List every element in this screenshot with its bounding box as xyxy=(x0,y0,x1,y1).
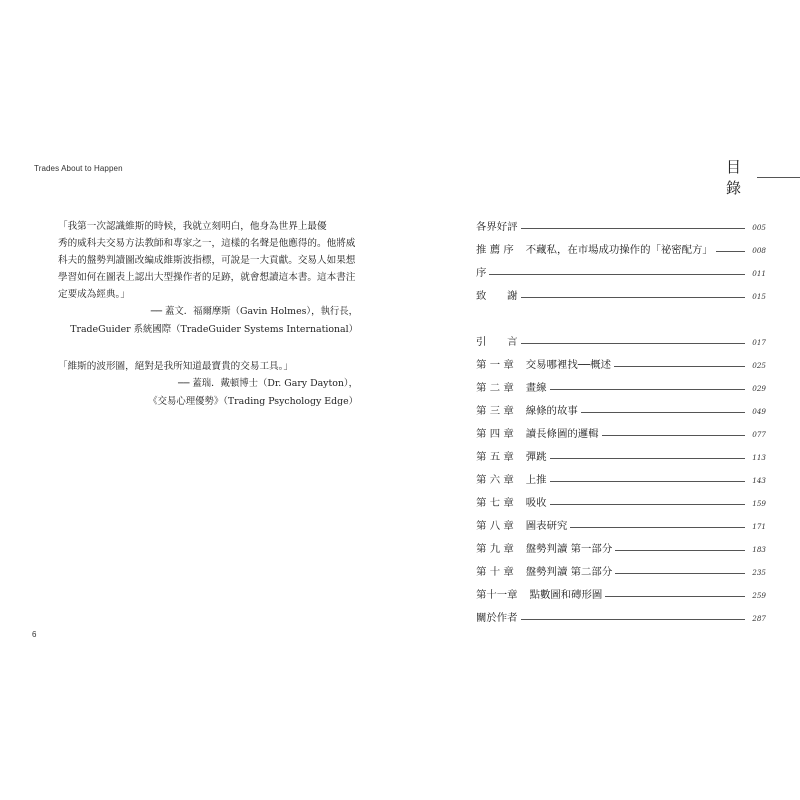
toc-entry-label: 第 六 章 xyxy=(476,474,514,486)
toc-entry-label: 推 薦 序 xyxy=(476,244,514,256)
toc-title: 目錄 xyxy=(726,158,743,197)
toc-entry[interactable] xyxy=(476,355,766,371)
toc-entry-label: 第十一章 xyxy=(476,589,518,601)
toc-entry[interactable] xyxy=(476,516,766,532)
toc-entry[interactable] xyxy=(476,493,766,509)
toc-page-number: 113 xyxy=(752,453,766,462)
toc-entry-label: 第 七 章 xyxy=(476,497,514,509)
toc-entry-title: 讀長條圖的邏輯 xyxy=(525,428,599,440)
toc-entry[interactable] xyxy=(476,263,766,279)
toc-page-number: 025 xyxy=(752,361,766,370)
right-page xyxy=(400,0,800,800)
toc-entry-label: 第 十 章 xyxy=(476,566,514,578)
toc-entry-label: 致 謝 xyxy=(476,290,518,302)
quote-line: 定要成為經典。」 xyxy=(58,289,130,300)
toc-leader-line xyxy=(550,481,745,482)
toc-entry-label: 第 九 章 xyxy=(476,543,514,555)
quote-line: 學習如何在圖表上認出大型操作者的足跡，就會想讀這本書。這本書注 xyxy=(58,272,356,283)
toc-leader-line xyxy=(521,297,745,298)
toc-entry[interactable] xyxy=(476,539,766,555)
toc-entry-title: 彈跳 xyxy=(525,451,547,463)
toc-leader-line xyxy=(550,389,745,390)
toc-page-number: 183 xyxy=(752,545,766,554)
toc-entry[interactable] xyxy=(476,286,766,302)
toc-entry-title: 吸收 xyxy=(525,497,547,509)
toc-leader-line xyxy=(521,619,745,620)
toc-page-number: 017 xyxy=(752,338,766,347)
endorsement-quote-holmes xyxy=(58,218,358,339)
toc-entry-title: 畫線 xyxy=(525,382,547,394)
toc-entry-label: 關於作者 xyxy=(476,612,518,624)
toc-leader-line xyxy=(615,550,745,551)
toc-entry[interactable] xyxy=(476,608,766,624)
toc-page-number: 008 xyxy=(752,246,766,255)
toc-leader-line xyxy=(602,435,745,436)
toc-entry-title: 圖表研究 xyxy=(525,520,568,532)
toc-page-number: 235 xyxy=(752,568,766,577)
toc-entry-label: 引 言 xyxy=(476,336,518,348)
toc-heading xyxy=(726,156,800,198)
toc-entry-label: 第 二 章 xyxy=(476,382,514,394)
quote-text xyxy=(58,218,358,303)
toc-leader-line xyxy=(489,274,745,275)
toc-page-number: 029 xyxy=(752,384,766,393)
toc-page-number: 005 xyxy=(752,223,766,232)
toc-leader-line xyxy=(581,412,745,413)
toc-leader-line xyxy=(550,504,745,505)
attribution-line: ── 蓋文．福爾摩斯（Gavin Holmes），執行長， xyxy=(150,306,358,317)
quote-attribution xyxy=(58,375,358,411)
toc-page-number: 015 xyxy=(752,292,766,301)
toc-page-number: 159 xyxy=(752,499,766,508)
toc-page-number: 143 xyxy=(752,476,766,485)
quote-attribution xyxy=(58,303,358,339)
toc-entry-label: 各界好評 xyxy=(476,221,518,233)
toc-entry[interactable] xyxy=(476,562,766,578)
toc-entry[interactable] xyxy=(476,401,766,417)
toc-leader-line xyxy=(605,596,745,597)
quote-line: 秀的威科夫交易方法教師和專家之一，這樣的名聲是他應得的。他將威 xyxy=(58,238,356,249)
toc-entry-title: 線條的故事 xyxy=(525,405,578,417)
toc-page-number: 259 xyxy=(752,591,766,600)
toc-entry[interactable] xyxy=(476,378,766,394)
toc-entry-label: 序 xyxy=(476,267,487,279)
toc-entry[interactable] xyxy=(476,424,766,440)
running-head: Trades About to Happen xyxy=(34,164,123,173)
toc-entry[interactable] xyxy=(476,240,766,256)
page-number: 6 xyxy=(32,630,37,639)
endorsement-quote-dayton xyxy=(58,358,358,411)
toc-page-number: 171 xyxy=(752,522,766,531)
toc-entry-title: 盤勢判讀 第一部分 xyxy=(525,543,613,555)
toc-entry[interactable] xyxy=(476,217,766,233)
toc-leader-line xyxy=(570,527,745,528)
toc-leader-line xyxy=(550,458,745,459)
toc-page-number: 049 xyxy=(752,407,766,416)
toc-page-number: 011 xyxy=(752,269,766,278)
toc-entry-title: 交易哪裡找──概述 xyxy=(525,359,612,371)
toc-leader-line xyxy=(615,573,745,574)
toc-page-number: 287 xyxy=(752,614,766,623)
attribution-line: ── 蓋瑞．戴頓博士（Dr. Gary Dayton）， xyxy=(178,378,358,389)
toc-entry-title: 盤勢判讀 第二部分 xyxy=(525,566,613,578)
toc-leader-line xyxy=(716,251,745,252)
toc-entry-label: 第 五 章 xyxy=(476,451,514,463)
toc-title-rule xyxy=(757,177,800,178)
toc-entry[interactable] xyxy=(476,332,766,348)
toc-entry-label: 第 八 章 xyxy=(476,520,514,532)
quote-text: 「維斯的波形圖，絕對是我所知道最寶貴的交易工具。」 xyxy=(58,361,294,372)
toc-entry-label: 第 三 章 xyxy=(476,405,514,417)
toc-entry-label: 第 一 章 xyxy=(476,359,514,371)
toc-leader-line xyxy=(521,343,745,344)
toc-page-number: 077 xyxy=(752,430,766,439)
toc-entry-title: 不藏私，在市場成功操作的「祕密配方」 xyxy=(525,244,713,256)
quote-line: 科夫的盤勢判讀圖改編成維斯波指標，可說是一大貢獻。交易人如果想 xyxy=(58,255,356,266)
toc-entry-title: 點數圖和磚形圖 xyxy=(529,589,603,601)
toc-entry[interactable] xyxy=(476,470,766,486)
attribution-line: 《交易心理優勢》（Trading Psychology Edge） xyxy=(148,396,358,407)
quote-line: 「我第一次認識維斯的時候，我就立刻明白，他身為世界上最優 xyxy=(58,221,327,232)
toc-entry[interactable] xyxy=(476,585,766,601)
toc-entry-label: 第 四 章 xyxy=(476,428,514,440)
attribution-line: TradeGuider 系統國際（TradeGuider Systems International） xyxy=(70,324,358,335)
toc-leader-line xyxy=(614,366,745,367)
toc-leader-line xyxy=(521,228,745,229)
toc-entry-title: 上推 xyxy=(525,474,547,486)
toc-entry[interactable] xyxy=(476,447,766,463)
